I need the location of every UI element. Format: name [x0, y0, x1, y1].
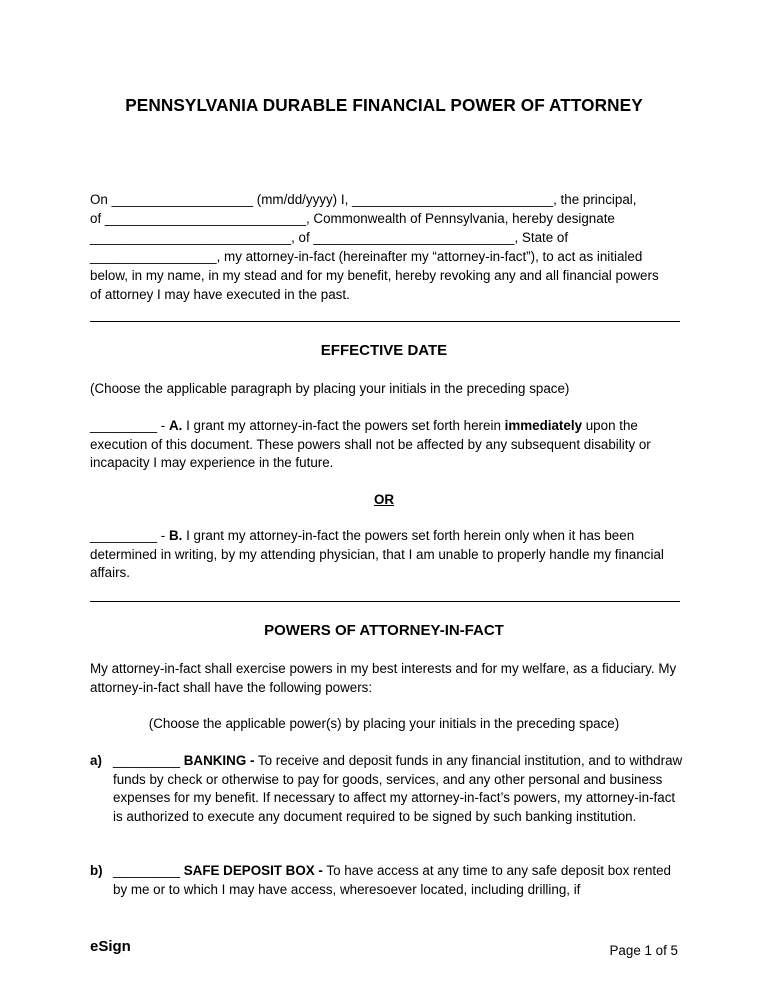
option-a-text: I grant my attorney-in-fact the powers set forth herein: [182, 418, 505, 433]
option-a-emphasis: immediately: [504, 418, 583, 433]
initials-blank[interactable]: _________ -: [90, 418, 169, 433]
item-marker: b): [90, 863, 103, 878]
effective-date-instruction: (Choose the applicable paragraph by placing your initials in the preceding space): [90, 381, 570, 396]
power-item-banking: [113, 752, 683, 826]
powers-heading: POWERS OF ATTORNEY-IN-FACT: [264, 622, 504, 639]
initials-blank[interactable]: _________: [113, 863, 184, 878]
effective-date-heading: EFFECTIVE DATE: [320, 342, 448, 359]
intro-line: On ___________________ (mm/dd/yyyy) I, ___________________________, the principal,: [90, 192, 637, 207]
option-a-text-cont: upon the execution of this document. These powers shall not be affected by any subsequent disability or incapacity I may experience in the future.: [90, 418, 651, 471]
section-divider: [90, 601, 680, 602]
option-b-label: B.: [168, 528, 183, 543]
intro-line: ___________________________, of ___________________________, State of: [90, 230, 569, 245]
powers-intro: My attorney-in-fact shall exercise powers in my best interests and for my welfare, as a fiduciary. My attorney-in-fact shall have the following powers:: [90, 661, 677, 695]
power-text: To receive and deposit funds in any financial institution, and to withdraw funds by check or otherwise to pay for goods, services, and any other personal and business expenses for my benefit. If necessary to affect my attorney-in-fact’s powers, my attorney-in-fact is authorized to execute any document required to be signed by such banking institution.: [113, 753, 683, 824]
page-number: Page 1 of 5: [609, 943, 678, 958]
initials-blank[interactable]: _________: [113, 753, 184, 768]
option-a-label: A.: [168, 418, 183, 433]
option-b-paragraph: [90, 527, 680, 583]
or-separator: OR: [373, 492, 395, 507]
power-item-safe-deposit: [113, 862, 683, 899]
option-a-paragraph: [90, 417, 680, 473]
document-title: PENNSYLVANIA DURABLE FINANCIAL POWER OF ATTORNEY: [125, 95, 643, 115]
power-label: BANKING -: [183, 753, 255, 768]
intro-line: of attorney I may have executed in the past.: [90, 287, 350, 302]
option-b-text: I grant my attorney-in-fact the powers set forth herein only when it has been determined in writing, by my attending physician, that I am unable to properly handle my financial affairs.: [90, 528, 664, 581]
esign-logo: eSign: [90, 938, 131, 955]
item-marker: a): [90, 753, 102, 768]
section-divider: [90, 321, 680, 322]
intro-line: below, in my name, in my stead and for my benefit, hereby revoking any and all financial powers: [90, 268, 659, 283]
powers-instruction: (Choose the applicable power(s) by placing your initials in the preceding space): [148, 716, 620, 731]
power-text: To have access at any time to any safe deposit box rented by me or to which I may have access, wheresoever located, including drilling, if: [113, 863, 672, 897]
initials-blank[interactable]: _________ -: [90, 528, 169, 543]
intro-line: of ___________________________, Commonwealth of Pennsylvania, hereby designate: [90, 211, 615, 226]
power-label: SAFE DEPOSIT BOX -: [183, 863, 323, 878]
intro-line: _________________, my attorney-in-fact (hereinafter my “attorney-in-fact”), to act as initialed: [90, 249, 643, 264]
